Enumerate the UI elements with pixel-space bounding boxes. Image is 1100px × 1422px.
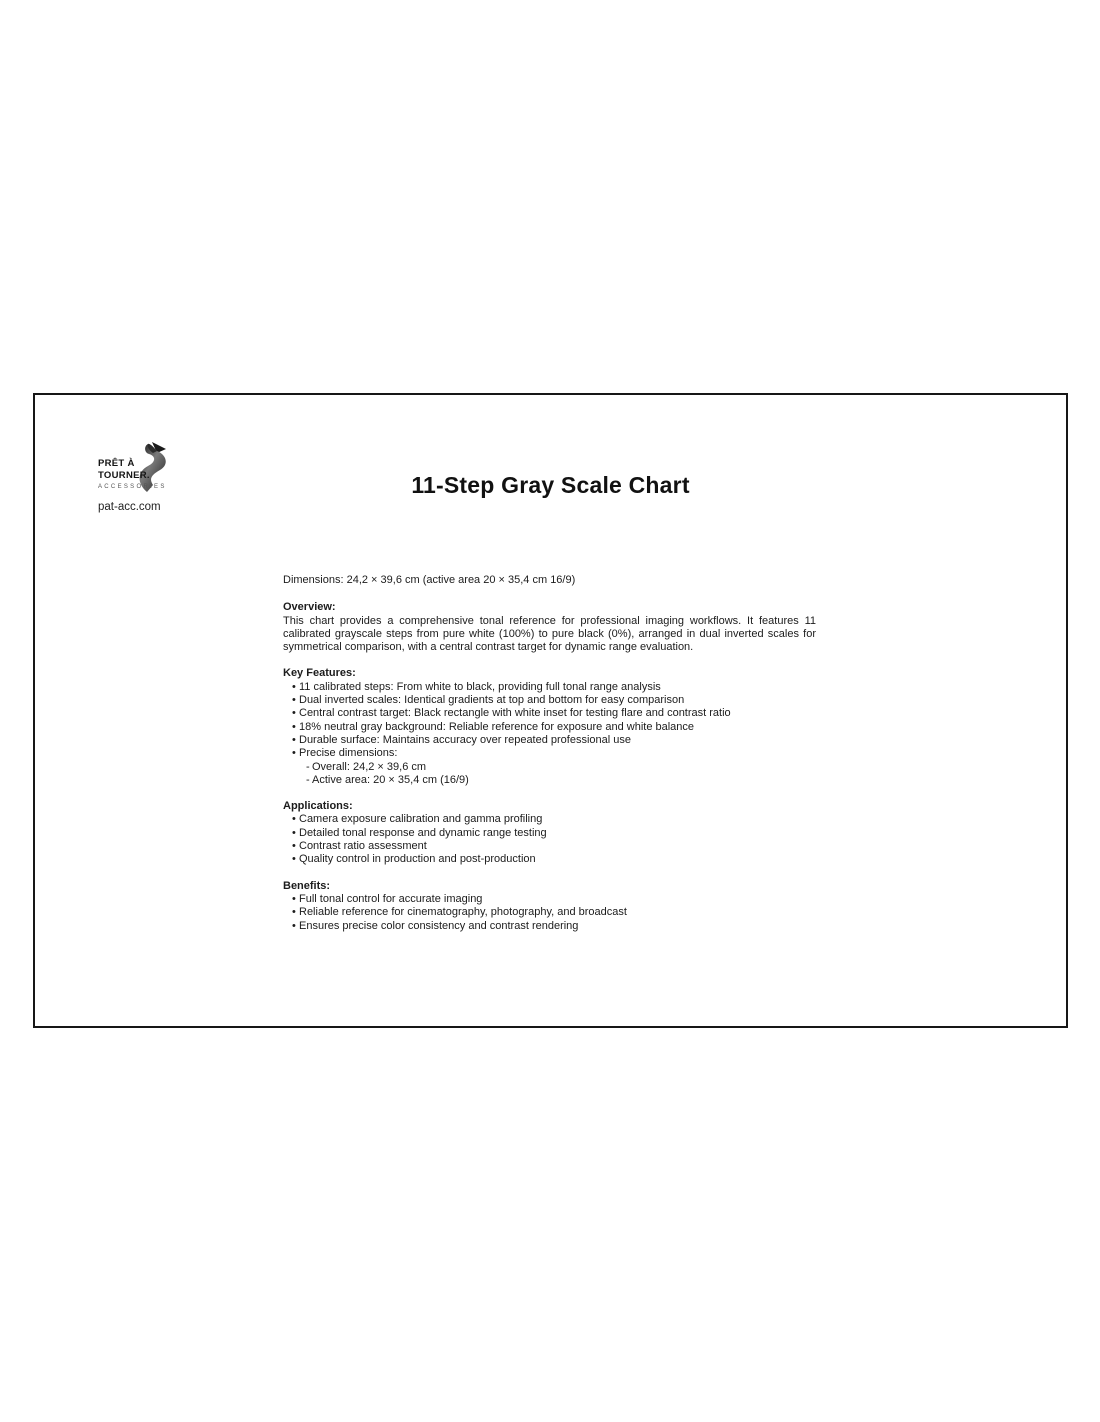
section-heading: Key Features: (283, 667, 356, 680)
sub-marker: - (306, 773, 310, 786)
bullet-text: 11 calibrated steps: From white to black, providing full tonal range analysis (299, 680, 661, 693)
sub-item (283, 761, 816, 774)
dimensions-line: Dimensions: 24,2 × 39,6 cm (active area 20 × 35,4 cm 16/9) (283, 574, 576, 586)
sub-marker: - (306, 760, 310, 773)
bullet-text: Durable surface: Maintains accuracy over repeated professional use (299, 733, 632, 746)
bullet-text: Ensures precise color consistency and contrast rendering (299, 919, 579, 932)
bullet-text: Detailed tonal response and dynamic range testing (299, 826, 547, 839)
bullet-item (283, 813, 816, 826)
bullet-marker: • (292, 840, 296, 853)
bullet-text: Reliable reference for cinematography, photography, and broadcast (299, 906, 627, 919)
section-2 (283, 800, 816, 866)
bullet-marker: • (292, 733, 296, 746)
bullet-marker: • (292, 919, 296, 932)
bullet-marker: • (292, 892, 296, 905)
sub-text: Active area: 20 × 35,4 cm (16/9) (312, 773, 469, 786)
section-1 (283, 667, 816, 787)
bullet-item (283, 747, 816, 760)
bullet-marker: • (292, 707, 296, 720)
bullet-item (283, 920, 816, 933)
bullet-marker: • (292, 720, 296, 733)
section-heading: Applications: (283, 800, 353, 813)
bullet-item (283, 681, 816, 694)
bullet-item (283, 707, 816, 720)
bullet-text: Full tonal control for accurate imaging (299, 892, 483, 905)
bullet-text: Central contrast target: Black rectangle with white inset for testing flare and contrast ratio (299, 707, 731, 720)
brand-name-line2: TOURNER. (98, 469, 150, 481)
bullet-item (283, 853, 816, 866)
sections (283, 601, 816, 933)
bullet-marker: • (292, 680, 296, 693)
bullet-item (283, 734, 816, 747)
bullet-text: Quality control in production and post-production (299, 853, 536, 866)
bullet-text: Precise dimensions: (299, 747, 398, 760)
brand-name-line1: PRÊT À (98, 458, 135, 469)
section-paragraph: This chart provides a comprehensive tonal reference for professional imaging workflows. It features 11 calibrated grayscale steps from pure white (100%) to pure black (0%), arranged in dual inverted scales for symmetrical comparison, with a central contrast target for dynamic range evaluation. (283, 614, 816, 654)
sub-text: Overall: 24,2 × 39,6 cm (312, 760, 427, 773)
bullet-item (283, 906, 816, 919)
section-0 (283, 601, 816, 654)
content-column (283, 574, 816, 933)
brand-subtitle: ACCESSORIES (98, 483, 167, 490)
bullet-marker: • (292, 826, 296, 839)
brand-url: pat-acc.com (98, 501, 161, 513)
bullet-marker: • (292, 813, 296, 826)
sub-item (283, 774, 816, 787)
bullet-marker: • (292, 747, 296, 760)
section-3 (283, 880, 816, 933)
bullet-marker: • (292, 694, 296, 707)
page-title: 11-Step Gray Scale Chart (411, 472, 690, 498)
section-heading: Benefits: (283, 879, 331, 892)
bullet-item (283, 827, 816, 840)
datasheet-page (33, 393, 1068, 1028)
bullet-text: Camera exposure calibration and gamma profiling (299, 813, 543, 826)
bullet-item (283, 694, 816, 707)
bullet-item (283, 721, 816, 734)
bullet-marker: • (292, 906, 296, 919)
bullet-text: Contrast ratio assessment (299, 840, 427, 853)
bullet-item (283, 893, 816, 906)
bullet-marker: • (292, 853, 296, 866)
section-heading: Overview: (283, 601, 336, 614)
bullet-text: Dual inverted scales: Identical gradients at top and bottom for easy comparison (299, 694, 685, 707)
bullet-text: 18% neutral gray background: Reliable reference for exposure and white balance (299, 720, 695, 733)
bullet-item (283, 840, 816, 853)
